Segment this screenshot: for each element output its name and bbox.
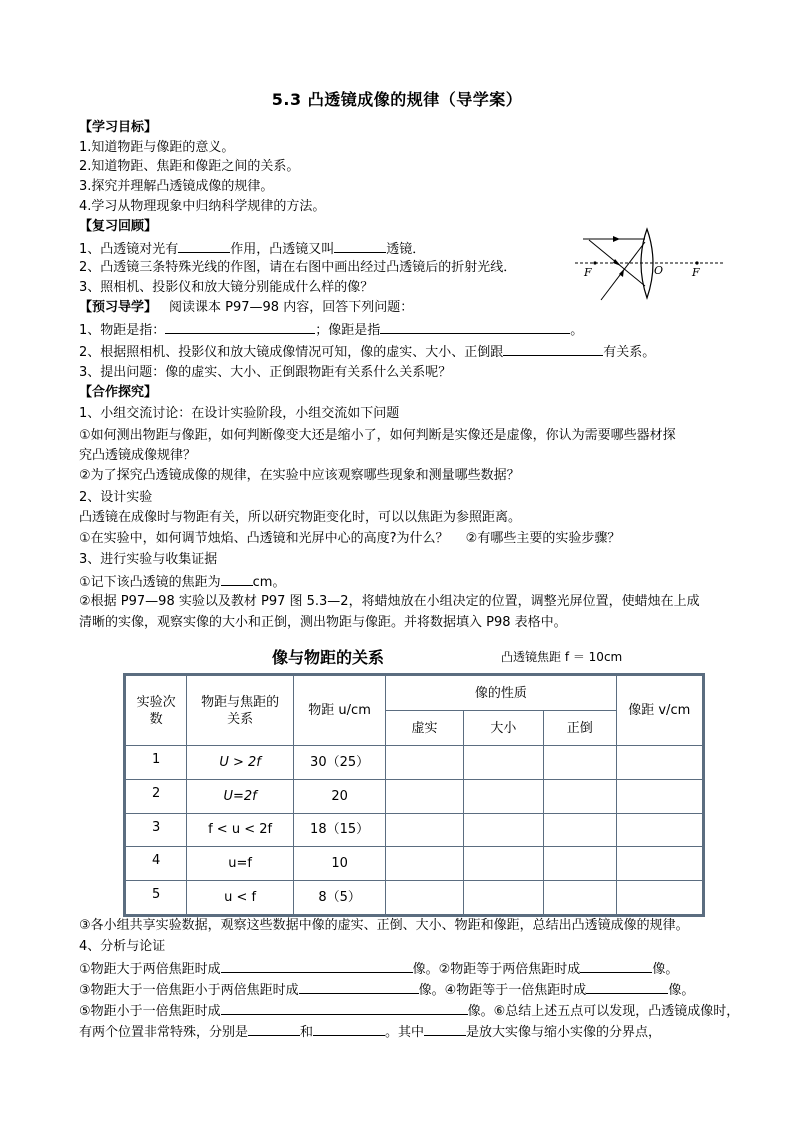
focal-label-right: F — [692, 266, 700, 279]
header-image-nature: 像的性质 — [386, 676, 616, 711]
table-cell-empty[interactable] — [544, 881, 616, 915]
table-cell-empty[interactable] — [616, 779, 703, 813]
analysis-line-4: 有两个位置非常特殊，分别是 和 。其中 是放大实像与缩小实像的分界点， — [79, 1022, 661, 1042]
review-question-2: 2、凸透镜三条特殊光线的作图，请在右图中画出经过凸透镜后的折射光线． — [79, 260, 517, 275]
table-cell-empty[interactable] — [544, 746, 616, 780]
table-row: 4 u=f 10 — [126, 847, 703, 881]
table-cell-empty[interactable] — [616, 881, 703, 915]
focal-label-left: F — [584, 266, 592, 279]
table-row: 3 f < u < 2f 18（15） — [126, 813, 703, 847]
answer-blank[interactable] — [221, 572, 253, 586]
table-row: 5 u < f 8（5） — [126, 881, 703, 915]
table-cell-empty[interactable] — [463, 813, 543, 847]
coop-text: ①在实验中，如何调节烛焰、凸透镜和光屏中心的高度?为什么？ ②有哪些主要的实验步骤？ — [79, 531, 621, 546]
answer-blank[interactable] — [165, 320, 315, 334]
coop-text: ①如何测出物距与像距，如何判断像变大还是缩小了，如何判断是实像还是虚像，你认为需要哪些器材探 — [79, 428, 676, 443]
answer-blank[interactable] — [313, 1022, 385, 1036]
data-table — [123, 673, 705, 917]
answer-blank[interactable] — [580, 959, 652, 973]
answer-blank[interactable] — [424, 1022, 466, 1036]
analysis-heading: 4、分析与论证 — [79, 939, 166, 954]
goal-item: 4.学习从物理现象中归纳科学规律的方法。 — [79, 199, 326, 214]
review-question-1: 1、凸透镜对光有 作用，凸透镜又叫 透镜． — [79, 239, 425, 259]
table-header-row — [126, 676, 703, 711]
answer-blank[interactable] — [334, 239, 386, 253]
focal-point-right — [695, 261, 698, 264]
coop-step-2: 2、设计实验 — [79, 490, 153, 505]
preview-question-1: 1、物距是指： ；像距是指 。 — [79, 320, 583, 340]
table-row: 1 U > 2f 30（25） — [126, 746, 703, 780]
table-cell-empty[interactable] — [386, 746, 463, 780]
table-cell-empty[interactable] — [386, 847, 463, 881]
arrow-icon — [613, 259, 621, 266]
answer-blank[interactable] — [503, 342, 603, 356]
coop-text: 究凸透镜成像规律？ — [79, 448, 197, 463]
coop-text: ②根据 P97—98 实验以及教材 P97 图 5.3—2，将蜡烛放在小组决定的位置，调整光屏位置，使蜡烛在上成 — [79, 594, 700, 609]
goals-heading: 【学习目标】 — [79, 120, 158, 135]
answer-blank[interactable] — [248, 1022, 300, 1036]
table-cell-empty[interactable] — [463, 746, 543, 780]
coop-text: ①记下该凸透镜的焦距为 cm。 — [79, 572, 285, 592]
preview-question-3: 3、提出问题：像的虚实、大小、正倒跟物距有关系什么关系呢？ — [79, 365, 452, 380]
page-title: 5.3 凸透镜成像的规律（导学案） — [271, 90, 523, 109]
table-cell-empty[interactable] — [544, 813, 616, 847]
goal-item: 1.知道物距与像距的意义。 — [79, 140, 235, 155]
coop-text: ③各小组共享实验数据，观察这些数据中像的虚实、正倒、大小、物距和像距，总结出凸透镜成像的规律。 — [79, 918, 689, 933]
header-object-distance: 物距 u/cm — [293, 676, 385, 746]
coop-text: 凸透镜在成像时与物距有关，所以研究物距变化时，可以以焦距为参照距离。 — [79, 510, 522, 525]
analysis-line-3: ⑤物距小于一倍焦距时成 像。⑥总结上述五点可以发现，凸透镜成像时， — [79, 1001, 739, 1021]
answer-blank[interactable] — [221, 1001, 468, 1015]
table-title: 像与物距的关系 — [272, 648, 385, 667]
answer-blank[interactable] — [380, 320, 570, 334]
coop-text: ②为了探究凸透镜成像的规律，在实验中应该观察哪些现象和测量哪些数据？ — [79, 468, 520, 483]
analysis-line-2: ③物距大于一倍焦距小于两倍焦距时成 像。④物距等于一倍焦距时成 像。 — [79, 980, 694, 1000]
header-trial-no: 实验次数 — [126, 676, 187, 746]
lens-ray-diagram — [575, 226, 725, 306]
coop-text: 清晰的实像，观察实像的大小和正倒，测出物距与像距。并将数据填入 P98 表格中。 — [79, 615, 567, 630]
table-cell-empty[interactable] — [386, 779, 463, 813]
coop-step-3: 3、进行实验与收集证据 — [79, 552, 218, 567]
analysis-line-1: ①物距大于两倍焦距时成 像。②物距等于两倍焦距时成 像。 — [79, 959, 678, 979]
table-cell-empty[interactable] — [463, 779, 543, 813]
table-cell-empty[interactable] — [616, 847, 703, 881]
table-cell-empty[interactable] — [463, 881, 543, 915]
header-image-distance: 像距 v/cm — [616, 676, 703, 746]
table-cell-empty[interactable] — [616, 813, 703, 847]
coop-heading: 【合作探究】 — [79, 385, 158, 400]
table-cell-empty[interactable] — [616, 746, 703, 780]
table-cell-empty[interactable] — [544, 847, 616, 881]
review-heading: 【复习回顾】 — [79, 219, 158, 234]
goal-item: 2.知道物距、焦距和像距之间的关系。 — [79, 159, 300, 174]
preview-heading: 【预习导学】 — [79, 300, 158, 315]
table-cell-empty[interactable] — [386, 813, 463, 847]
goal-item: 3.探究并理解凸透镜成像的规律。 — [79, 179, 274, 194]
answer-blank[interactable] — [178, 239, 230, 253]
coop-step-1: 1、小组交流讨论：在设计实验阶段，小组交流如下问题 — [79, 406, 400, 421]
answer-blank[interactable] — [299, 980, 419, 994]
preview-intro-line: 【预习导学】 阅读课本 P97—98 内容，回答下列问题： — [79, 300, 414, 315]
table-row: 2 U=2f 20 — [126, 779, 703, 813]
table-cell-empty[interactable] — [463, 847, 543, 881]
header-orientation: 正倒 — [544, 711, 616, 746]
review-question-3: 3、照相机、投影仪和放大镜分别能成什么样的像？ — [79, 280, 374, 295]
optical-center-label: O — [654, 264, 664, 277]
table-cell-empty[interactable] — [544, 779, 616, 813]
arrow-icon — [613, 236, 620, 242]
header-relation: 物距与焦距的关系 — [187, 676, 294, 746]
answer-blank[interactable] — [221, 959, 413, 973]
preview-question-2: 2、根据照相机、投影仪和放大镜成像情况可知，像的虚实、大小、正倒跟 有关系。 — [79, 342, 655, 362]
table-cell-empty[interactable] — [386, 881, 463, 915]
focal-length-note: 凸透镜焦距 f ＝ 10cm — [501, 650, 623, 664]
answer-blank[interactable] — [586, 980, 668, 994]
focal-point-left — [593, 261, 596, 264]
header-real-virtual: 虚实 — [386, 711, 463, 746]
header-size: 大小 — [463, 711, 543, 746]
